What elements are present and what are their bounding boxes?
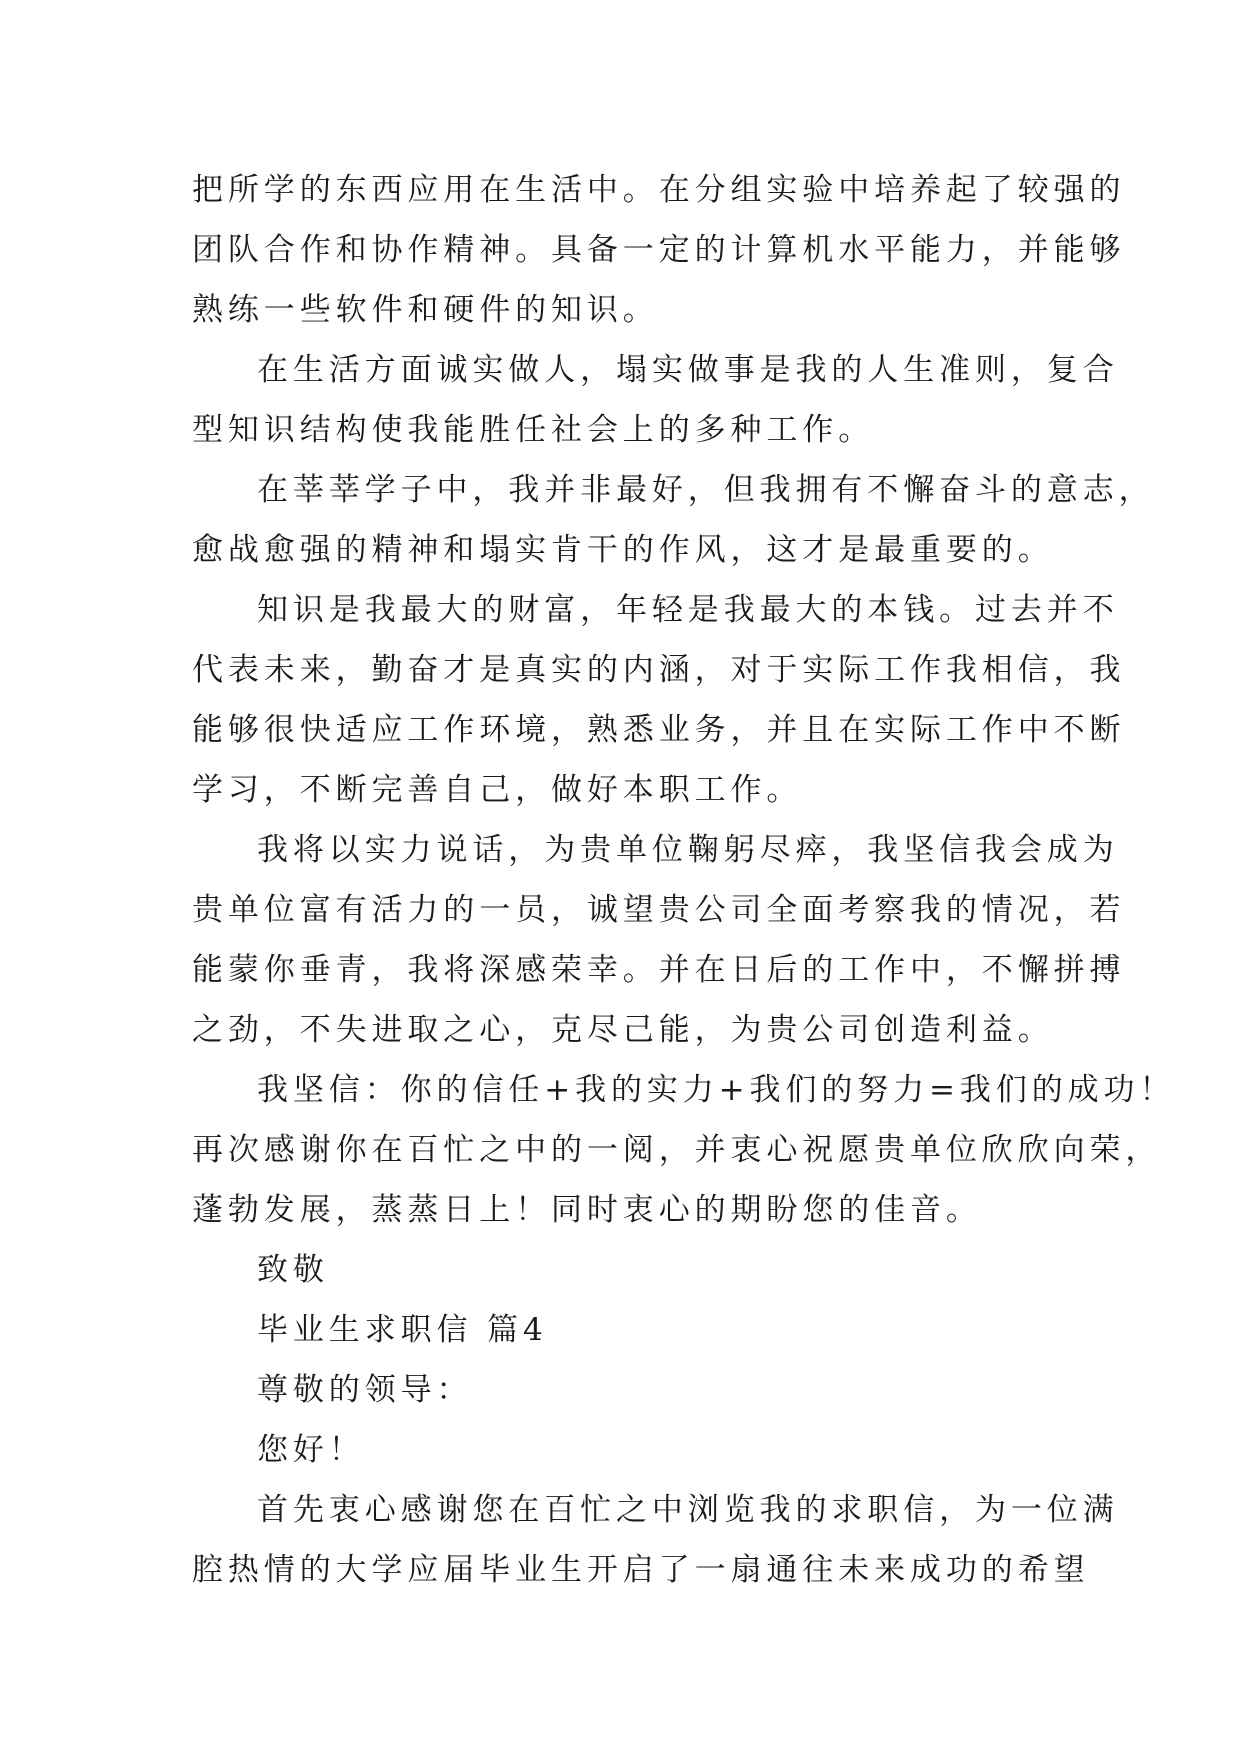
paragraph-first-line: 我将以实力说话，为贵单位鞠躬尽瘁，我坚信我会成为 <box>257 832 1119 868</box>
text-line: 熟练一些软件和硬件的知识。 <box>192 292 659 328</box>
paragraph-first-line: 在生活方面诚实做人，塌实做事是我的人生准则，复合 <box>257 352 1119 388</box>
text-line: 之劲，不失进取之心，克尽己能，为贵公司创造利益。 <box>192 1012 1054 1048</box>
closing-salutation: 致敬 <box>257 1252 329 1288</box>
document-body <box>192 160 1176 1600</box>
text-line: 能蒙你垂青，我将深感荣幸。并在日后的工作中，不懈拼搏 <box>192 952 1126 988</box>
text-line: 贵单位富有活力的一员，诚望贵公司全面考察我的情况，若 <box>192 892 1126 928</box>
text-line: 能够很快适应工作环境，熟悉业务，并且在实际工作中不断 <box>192 712 1126 748</box>
text-line: 把所学的东西应用在生活中。在分组实验中培养起了较强的 <box>192 172 1126 208</box>
paragraph-first-line: 我坚信：你的信任+我的实力+我们的努力=我们的成功！ <box>257 1072 1176 1108</box>
text-line: 再次感谢你在百忙之中的一阅，并衷心祝愿贵单位欣欣向荣， <box>192 1132 1162 1168</box>
paragraph-first-line: 知识是我最大的财富，年轻是我最大的本钱。过去并不 <box>257 592 1119 628</box>
text-line: 团队合作和协作精神。具备一定的计算机水平能力，并能够 <box>192 232 1126 268</box>
text-line: 学习，不断完善自己，做好本职工作。 <box>192 772 803 808</box>
paragraph-first-line: 首先衷心感谢您在百忙之中浏览我的求职信，为一位满 <box>257 1492 1119 1528</box>
text-line: 型知识结构使我能胜任社会上的多种工作。 <box>192 412 875 448</box>
section-heading: 毕业生求职信 篇4 <box>257 1312 548 1348</box>
paragraph-first-line: 在莘莘学子中，我并非最好，但我拥有不懈奋斗的意志， <box>257 472 1155 508</box>
text-line: 代表未来，勤奋才是真实的内涵，对于实际工作我相信，我 <box>192 652 1126 688</box>
text-line: 愈战愈强的精神和塌实肯干的作风，这才是最重要的。 <box>192 532 1054 568</box>
greeting: 尊敬的领导： <box>257 1372 473 1408</box>
text-line: 蓬勃发展，蒸蒸日上！同时衷心的期盼您的佳音。 <box>192 1192 982 1228</box>
text-line: 腔热情的大学应届毕业生开启了一扇通往未来成功的希望 <box>192 1552 1090 1588</box>
greeting: 您好！ <box>257 1432 365 1468</box>
